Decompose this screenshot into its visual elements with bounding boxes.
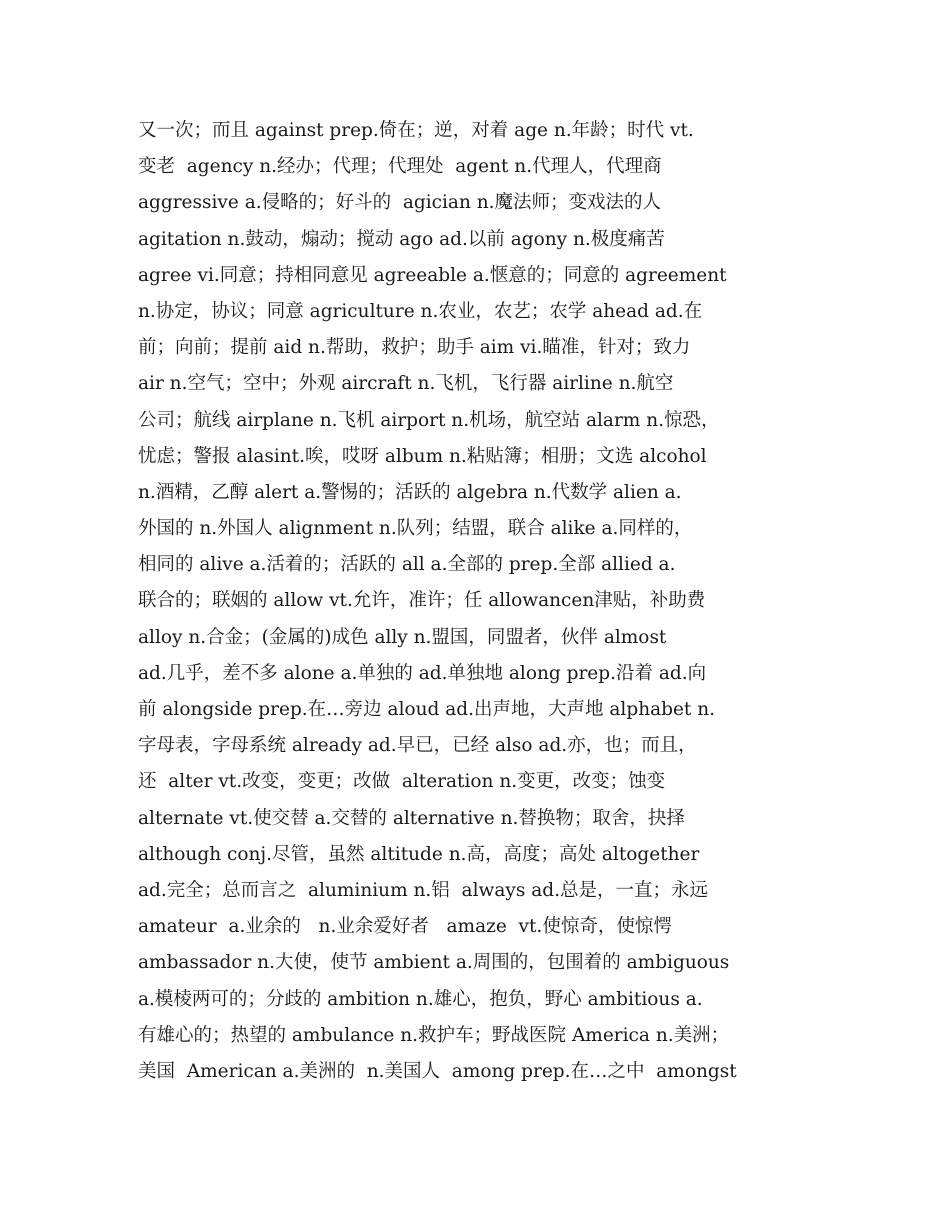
text-line-10: 忧虑；警报 alasint.唉，哎呀 album n.粘贴簿；相册；文选 alcohol — [138, 445, 707, 467]
text-line-3: aggressive a.侵略的；好斗的 agician n.魔法师；变戏法的人 — [138, 192, 662, 214]
text-line-11: n.酒精，乙醇 alert a.警惕的；活跃的 algebra n.代数学 alien a. — [138, 481, 682, 503]
text-line-9: 公司；航线 airplane n.飞机 airport n.机场，航空站 alarm n.惊恐， — [138, 409, 720, 431]
text-line-1: 又一次；而且 against prep.倚在；逆，对着 age n.年龄；时代 vt. — [138, 120, 694, 141]
text-line-24: ambassador n.大使，使节 ambient a.周围的，包围着的 ambiguous — [138, 952, 730, 974]
text-line-17: 前 alongside prep.在…旁边 aloud ad.出声地，大声地 alphabet n. — [138, 699, 716, 720]
text-line-27: 美国 American a.美洲的 n.美国人 among prep.在…之中 amongst — [138, 1060, 737, 1082]
text-line-19: 还 alter vt.改变，变更；改做 alteration n.变更，改变；蚀变 — [138, 771, 666, 793]
text-line-7: 前；向前；提前 aid n.帮助，救护；助手 aim vi.瞄准，针对；致力 — [138, 337, 691, 359]
text-line-5: agree vi.同意；持相同意见 agreeable a.惬意的；同意的 agreement — [138, 264, 727, 286]
text-line-20: alternate vt.使交替 a.交替的 alternative n.替换物；取舍，抉择 — [138, 807, 685, 829]
text-line-6: n.协定，协议；同意 agriculture n.农业，农艺；农学 ahead ad.在 — [138, 300, 703, 322]
text-line-13: 相同的 alive a.活着的；活跃的 all a.全部的 prep.全部 allied a. — [138, 554, 676, 576]
text-line-16: ad.几乎，差不多 alone a.单独的 ad.单独地 along prep.沿着 ad.向 — [138, 662, 707, 684]
text-line-12: 外国的 n.外国人 alignment n.队列；结盟，联合 alike a.同样的， — [138, 518, 693, 540]
text-line-23: amateur a.业余的 n.业余爱好者 amaze vt.使惊奇，使惊愕 — [138, 916, 672, 938]
text-line-26: 有雄心的；热望的 ambulance n.救护车；野战医院 America n.美洲； — [138, 1024, 730, 1046]
text-line-4: agitation n.鼓动，煽动；搅动 ago ad.以前 agony n.极度痛苦 — [138, 228, 665, 250]
text-line-22: ad.完全；总而言之 aluminium n.铝 always ad.总是，一直；永远 — [138, 879, 708, 901]
text-line-18: 字母表，字母系统 already ad.早已，已经 also ad.亦，也；而且， — [138, 735, 697, 757]
text-line-25: a.模棱两可的；分歧的 ambition n.雄心，抱负，野心 ambitious a. — [138, 988, 703, 1010]
text-line-2: 变老 agency n.经办；代理；代理处 agent n.代理人，代理商 — [138, 156, 662, 178]
text-line-8: air n.空气；空中；外观 aircraft n.飞机，飞行器 airline n.航空 — [138, 373, 674, 395]
body-text — [138, 113, 818, 1090]
text-line-21: although conj.尽管，虽然 altitude n.高，高度；高处 altogether — [138, 843, 700, 865]
text-line-15: alloy n.合金；(金属的)成色 ally n.盟国，同盟者，伙伴 almost — [138, 626, 667, 648]
text-line-14: 联合的；联姻的 allow vt.允许，准许；任 allowancen津贴，补助费 — [138, 590, 706, 612]
